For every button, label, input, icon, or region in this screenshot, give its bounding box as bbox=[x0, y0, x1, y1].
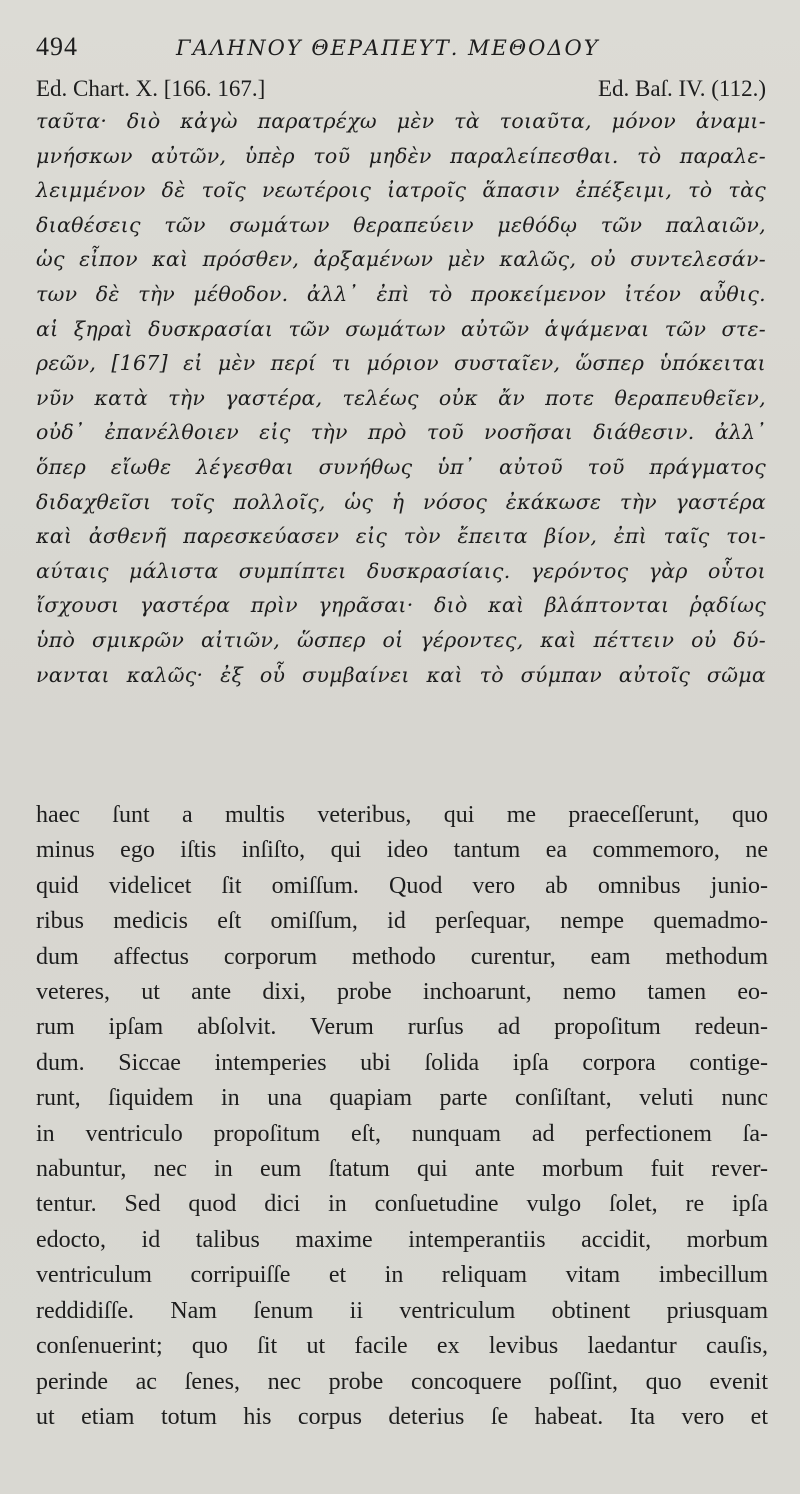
latin-text-block bbox=[36, 798, 768, 1435]
latin-line: haec ſunt a multis veteribus, qui me praeceſſerunt, quo bbox=[36, 802, 768, 828]
latin-line: tentur. Sed quod dici in conſuetudine vulgo ſolet, re ipſa bbox=[36, 1191, 768, 1218]
greek-line: καὶ ἀσθενῆ παρεσκεύασεν εἰς τὸν ἔπειτα βίον, ἐπὶ ταῖς τοι- bbox=[36, 524, 766, 549]
edition-reference-line bbox=[36, 76, 766, 106]
greek-line: μνήσκων αὐτῶν, ὑπὲρ τοῦ μηδὲν παραλείπεσθαι. τὸ παραλε- bbox=[36, 143, 766, 168]
latin-line: nabuntur, nec in eum ſtatum qui ante morbum fuit rever- bbox=[36, 1156, 768, 1183]
greek-line: διδαχθεῖσι τοῖς πολλοῖς, ὡς ἡ νόσος ἐκάκωσε τὴν γαστέρα bbox=[36, 489, 766, 514]
latin-line: minus ego iſtis inſiſto, qui ideo tantum ea commemoro, ne bbox=[36, 837, 768, 864]
greek-text-block bbox=[36, 104, 766, 692]
greek-line: διαθέσεις τῶν σωμάτων θεραπεύειν μεθόδῳ τῶν παλαιῶν, bbox=[36, 212, 766, 237]
greek-line: των δὲ τὴν μέθοδον. ἀλλ᾽ ἐπὶ τὸ προκείμενον ἰτέον αὖθις. bbox=[36, 281, 766, 306]
greek-line: αἱ ξηραὶ δυσκρασίαι τῶν σωμάτων αὐτῶν ἁψάμεναι τῶν στε- bbox=[36, 316, 766, 341]
running-title: ΓΑΛΗΝΟΥ ΘΕΡΑΠΕΥΤ. ΜΕΘΟΔΟΥ bbox=[176, 36, 600, 60]
greek-line: νῦν κατὰ τὴν γαστέρα, τελέως οὐκ ἄν ποτε θεραπευθεῖεν, bbox=[36, 385, 766, 410]
edition-reference-basel: Ed. Baſ. IV. (112.) bbox=[597, 76, 766, 101]
latin-line: in ventriculo propoſitum eſt, nunquam ad perfectionem ſa- bbox=[36, 1120, 768, 1147]
greek-line: ὅπερ εἴωθε λέγεσθαι συνήθως ὑπ᾽ αὐτοῦ τοῦ πράγματος bbox=[36, 454, 766, 479]
latin-line: quid videlicet ſit omiſſum. Quod vero ab omnibus junio- bbox=[36, 872, 768, 899]
latin-line: dum. Siccae intemperies ubi ſolida ipſa corpora contige- bbox=[36, 1049, 768, 1076]
latin-line: ribus medicis eſt omiſſum, id perſequar, nempe quemadmo- bbox=[36, 908, 768, 935]
latin-line: conſenuerint; quo ſit ut facile ex levibus laedantur cauſis, bbox=[36, 1333, 768, 1360]
edition-reference-chartier: Ed. Chart. X. [166. 167.] bbox=[36, 76, 266, 101]
greek-line: νανται καλῶς· ἐξ οὗ συμβαίνει καὶ τὸ σύμπαν αὐτοῖς σῶμα bbox=[36, 662, 766, 687]
latin-line: reddidiſſe. Nam ſenum ii ventriculum obtinent priusquam bbox=[36, 1297, 768, 1324]
greek-line: ὡς εἶπον καὶ πρόσθεν, ἀρξαμένων μὲν καλῶς, οὐ συντελεσάν- bbox=[36, 247, 766, 272]
greek-line: ρεῶν, [167] εἰ μὲν περί τι μόριον συσταῖεν, ὥσπερ ὑπόκειται bbox=[36, 351, 766, 376]
greek-line: ταῦτα· διὸ κἀγὼ παρατρέχω μὲν τὰ τοιαῦτα, μόνον ἀναμι- bbox=[36, 109, 766, 133]
latin-line: rum ipſam abſolvit. Verum rurſus ad propoſitum redeun- bbox=[36, 1014, 768, 1041]
page-header bbox=[36, 30, 776, 64]
page-number: 494 bbox=[36, 32, 78, 61]
latin-line: perinde ac ſenes, nec probe concoquere poſſint, quo evenit bbox=[36, 1368, 768, 1395]
latin-line: veteres, ut ante dixi, probe inchoarunt, nemo tamen eo- bbox=[36, 979, 768, 1006]
latin-line: ventriculum corripuiſſe et in reliquam vitam imbecillum bbox=[36, 1262, 768, 1289]
greek-line: ὑπὸ σμικρῶν αἰτιῶν, ὥσπερ οἱ γέροντες, καὶ πέττειν οὐ δύ- bbox=[36, 627, 766, 652]
greek-line: αύταις μάλιστα συμπίπτει δυσκρασίαις. γερόντος γὰρ οὗτοι bbox=[36, 558, 766, 583]
greek-line: οὐδ᾽ ἐπανέλθοιεν εἰς τὴν πρὸ τοῦ νοσῆσαι διάθεσιν. ἀλλ᾽ bbox=[36, 420, 766, 445]
greek-line: ἴσχουσι γαστέρα πρὶν γηρᾶσαι· διὸ καὶ βλάπτονται ῥᾳδίως bbox=[36, 593, 766, 618]
latin-line: dum affectus corporum methodo curentur, eam methodum bbox=[36, 943, 768, 970]
latin-line: edocto, id talibus maxime intemperantiis accidit, morbum bbox=[36, 1226, 768, 1253]
greek-line: λειμμένον δὲ τοῖς νεωτέροις ἰατροῖς ἅπασιν ἐπέξειμι, τὸ τὰς bbox=[36, 178, 766, 203]
latin-line: runt, ſiquidem in una quapiam parte conſiſtant, veluti nunc bbox=[36, 1085, 768, 1112]
latin-line: ut etiam totum his corpus deterius ſe habeat. Ita vero et bbox=[36, 1403, 768, 1430]
